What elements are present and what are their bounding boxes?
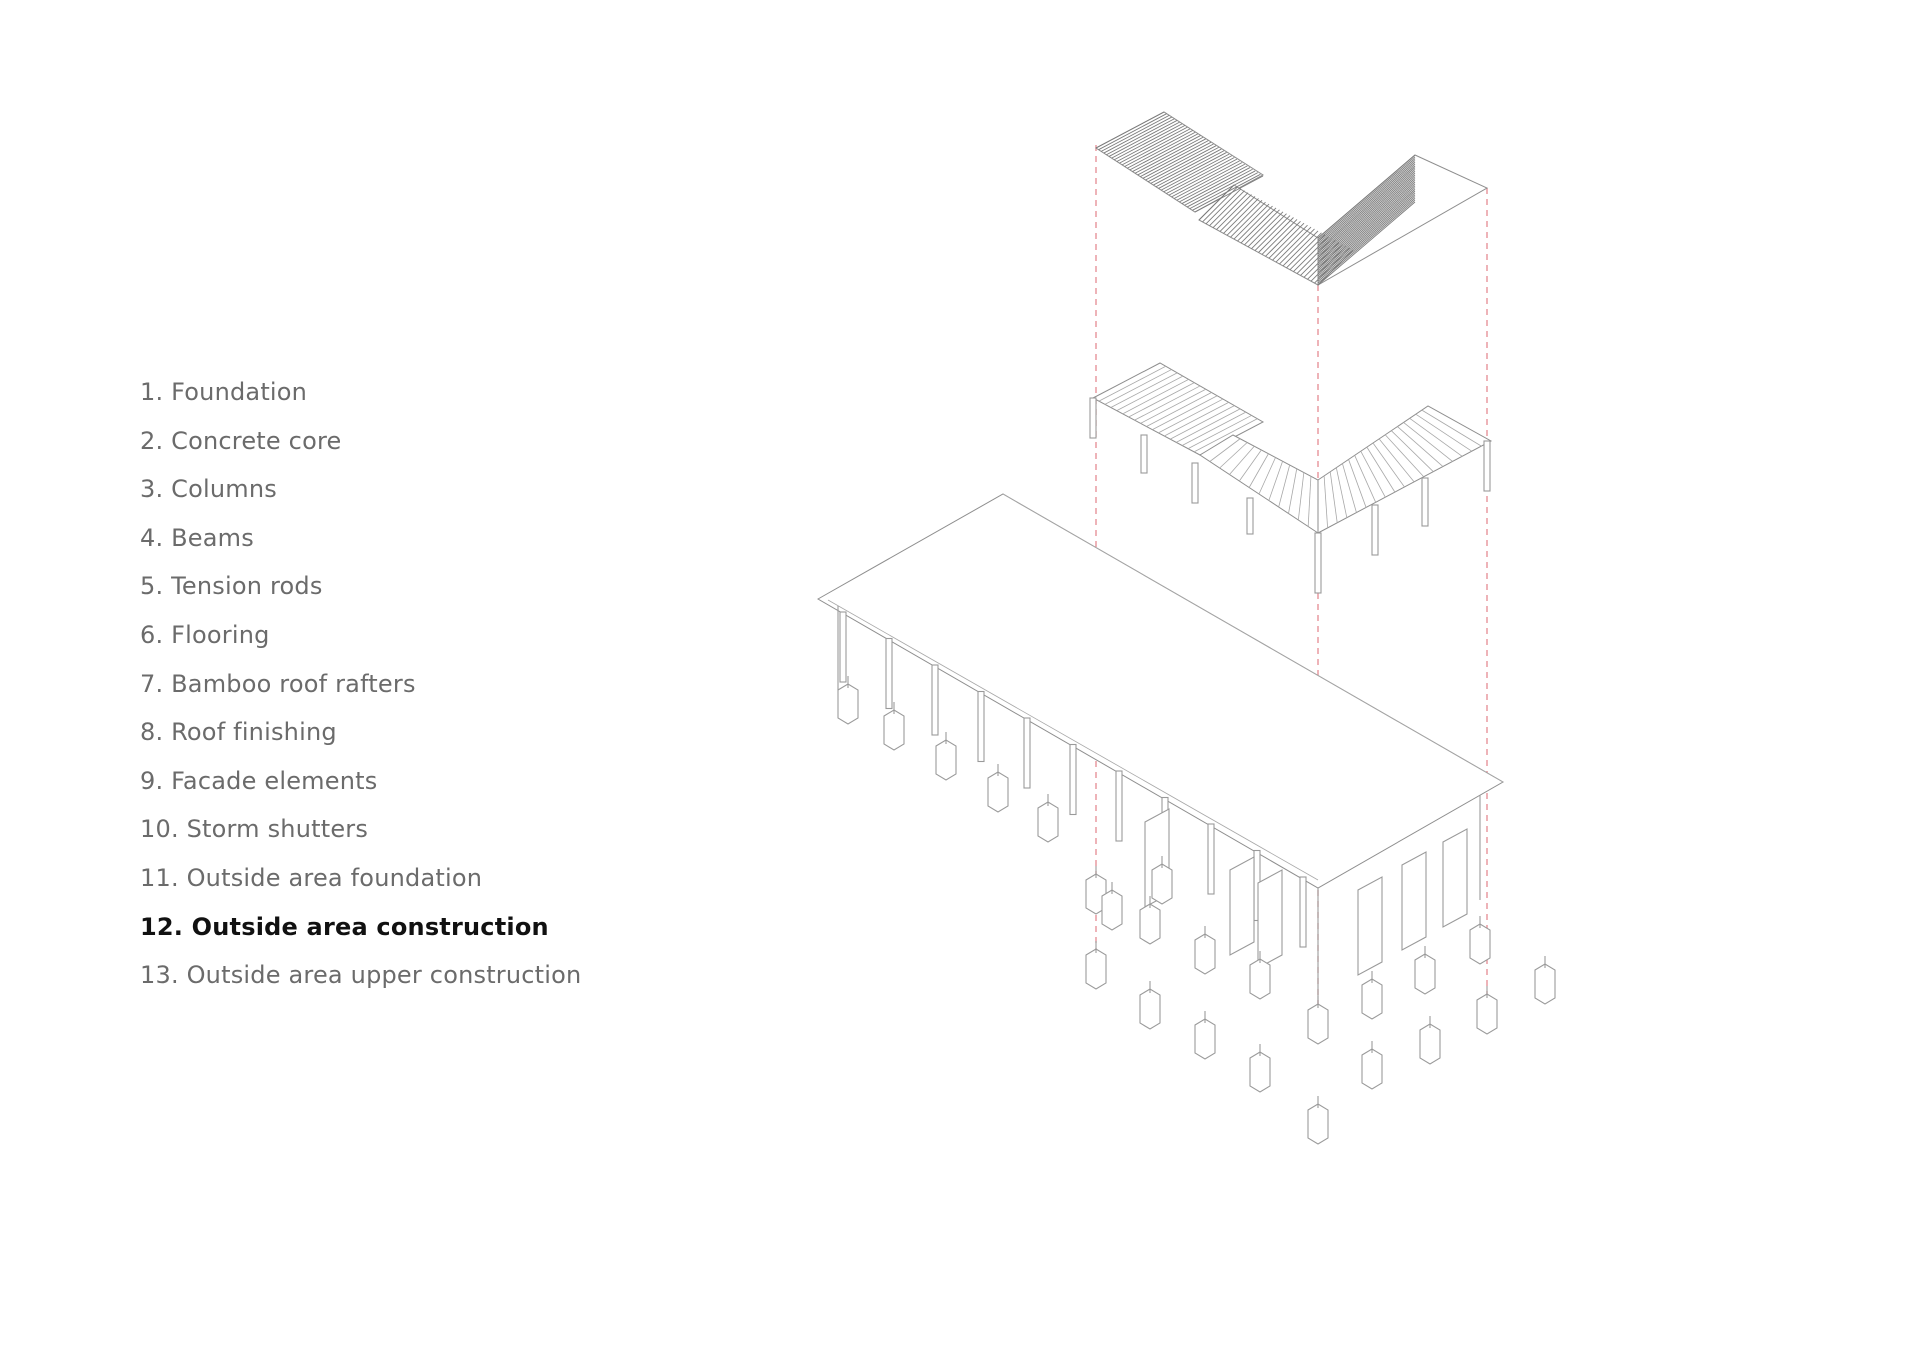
footing (1140, 904, 1160, 944)
legend-item-outside-area-foundation: 11. Outside area foundation (140, 863, 483, 892)
footing (1308, 1104, 1328, 1144)
footing (1250, 959, 1270, 999)
footing (1038, 802, 1058, 842)
footing (1250, 1052, 1270, 1092)
legend-item-foundation: 1. Foundation (140, 378, 308, 406)
pergola-column (1315, 533, 1321, 593)
facade-post (886, 639, 892, 709)
footing (1140, 989, 1160, 1029)
storm-shutter (1258, 870, 1282, 968)
legend-item-storm-shutters: 10. Storm shutters (140, 815, 369, 844)
pergola-column (1422, 478, 1428, 526)
legend-item-facade-elements: 9. Facade elements (140, 766, 378, 795)
pergola-column (1141, 435, 1147, 473)
pergola-frame (1090, 363, 1491, 593)
footing (1420, 1024, 1440, 1064)
footing (1535, 964, 1555, 1004)
footing (1152, 864, 1172, 904)
roof-sheets (1096, 112, 1487, 285)
facade-post (978, 692, 984, 762)
legend-item-concrete-core: 2. Concrete core (140, 426, 342, 455)
legend-item-roof-finishing: 8. Roof finishing (140, 718, 337, 747)
footing (1362, 979, 1382, 1019)
legend-item-beams: 4. Beams (140, 523, 254, 552)
storm-shutter (1443, 829, 1467, 927)
footing (1195, 934, 1215, 974)
storm-shutter (1358, 877, 1382, 975)
pergola-column (1372, 505, 1378, 555)
legend-item-tension-rods: 5. Tension rods (140, 572, 323, 601)
storm-shutter (1402, 852, 1426, 950)
footing (1102, 890, 1122, 930)
footing (936, 740, 956, 780)
facade-post (932, 665, 938, 735)
storm-shutter (1230, 857, 1254, 955)
pergola-column (1247, 498, 1253, 534)
footing (1470, 924, 1490, 964)
footing (1415, 954, 1435, 994)
footing (884, 710, 904, 750)
footing (988, 772, 1008, 812)
footing (1477, 994, 1497, 1034)
legend-item-flooring: 6. Flooring (140, 620, 270, 649)
pergola-column (1090, 398, 1096, 438)
footing (1308, 1004, 1328, 1044)
footing (1362, 1049, 1382, 1089)
legend-item-outside-area-upper-construction: 13. Outside area upper construction (140, 961, 582, 990)
facade-post (1208, 824, 1214, 894)
pergola-column (1484, 441, 1490, 491)
facade-post (1116, 771, 1122, 841)
footing (1086, 949, 1106, 989)
pergola-column (1192, 463, 1198, 503)
footing (1195, 1019, 1215, 1059)
legend-item-columns: 3. Columns (140, 475, 277, 504)
facade-post (840, 612, 846, 682)
footing (838, 684, 858, 724)
facade-post (1070, 745, 1076, 815)
legend-item-outside-area-construction: 12. Outside area construction (140, 912, 549, 941)
legend-item-bamboo-roof-rafters: 7. Bamboo roof rafters (140, 669, 416, 698)
facade-post (1024, 718, 1030, 788)
facade-post (1300, 877, 1306, 947)
